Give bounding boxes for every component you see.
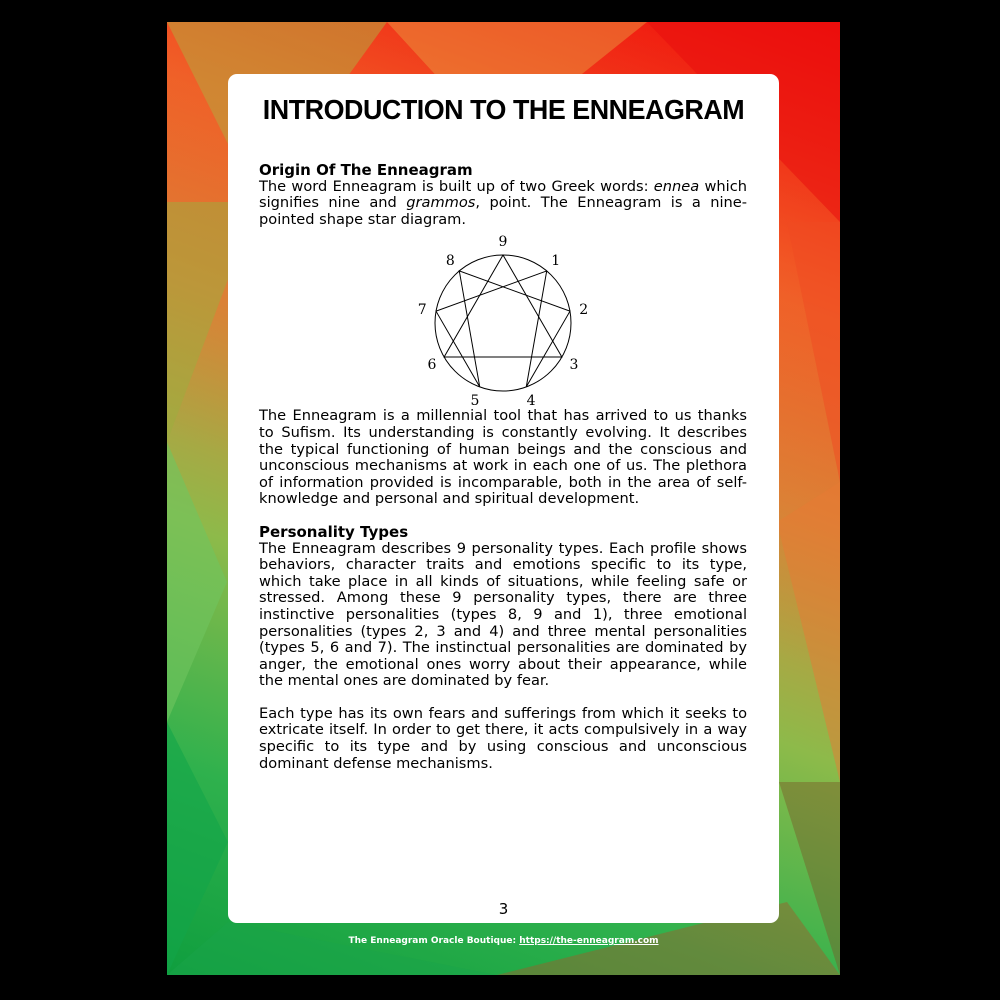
- footer: [167, 936, 840, 946]
- fears-paragraph: Each type has its own fears and sufferings from which it seeks to extricate itself. In order to get there, it acts compulsively in a way specific to its type and by using conscious and unconscious dominant defense mechanisms.: [259, 704, 747, 772]
- term-ennea: ennea: [653, 177, 700, 195]
- personality-types-paragraph: The Enneagram describes 9 personality types. Each profile shows behaviors, character traits and emotions specific to its type, which take place in all kinds of situations, while feeling safe or stressed. Among these 9 personality types, there are three instinctive personalities (types 8, 9 and 1), three emotional personalities (types 2, 3 and 4) and three mental personalities (types 5, 6 and 7). The instinctual personalities are dominated by anger, the emotional ones worry about their appearance, while the mental ones are dominated by fear.: [259, 539, 747, 690]
- term-grammos: grammos: [406, 194, 476, 212]
- content-body: [259, 162, 747, 772]
- content-card: [228, 74, 779, 923]
- page-background: [167, 22, 840, 975]
- enneagram-label: 9: [498, 234, 508, 251]
- enneagram-label: 7: [417, 302, 427, 319]
- enneagram-label: 3: [569, 357, 579, 374]
- enneagram-triangle: [444, 255, 562, 357]
- page-number: 3: [498, 900, 509, 918]
- enneagram-label: 5: [470, 393, 480, 409]
- enneagram-label: 2: [579, 302, 589, 319]
- personality-types-heading: Personality Types: [259, 522, 409, 541]
- enneagram-diagram: [408, 228, 598, 408]
- enneagram-label: 8: [445, 253, 455, 270]
- origin-heading: Origin Of The Enneagram: [259, 161, 473, 179]
- origin-paragraph: The word Enneagram is built up of two Greek words: ennea which signifies nine and grammos, point. The Enneagram is a nine-pointed shape star diagram.: [259, 177, 747, 228]
- enneagram-hexad: [436, 271, 570, 387]
- enneagram-label: 1: [551, 253, 561, 270]
- footer-label: The Enneagram Oracle Boutique:: [348, 936, 517, 946]
- page-title: INTRODUCTION TO THE ENNEAGRAM: [262, 94, 745, 125]
- millennial-paragraph: The Enneagram is a millennial tool that has arrived to us thanks to Sufism. Its understanding is constantly evolving. It describes the typical functioning of human beings and the conscious and unconscious mechanisms at work in each one of us. The plethora of information provided is incomparable, both in the area of self-knowledge and personal and spiritual development.: [259, 407, 747, 508]
- enneagram-label: 6: [427, 357, 437, 374]
- enneagram-label: 4: [526, 393, 536, 409]
- footer-link[interactable]: https://the-enneagram.com: [519, 936, 659, 946]
- enneagram-circle: [435, 255, 571, 391]
